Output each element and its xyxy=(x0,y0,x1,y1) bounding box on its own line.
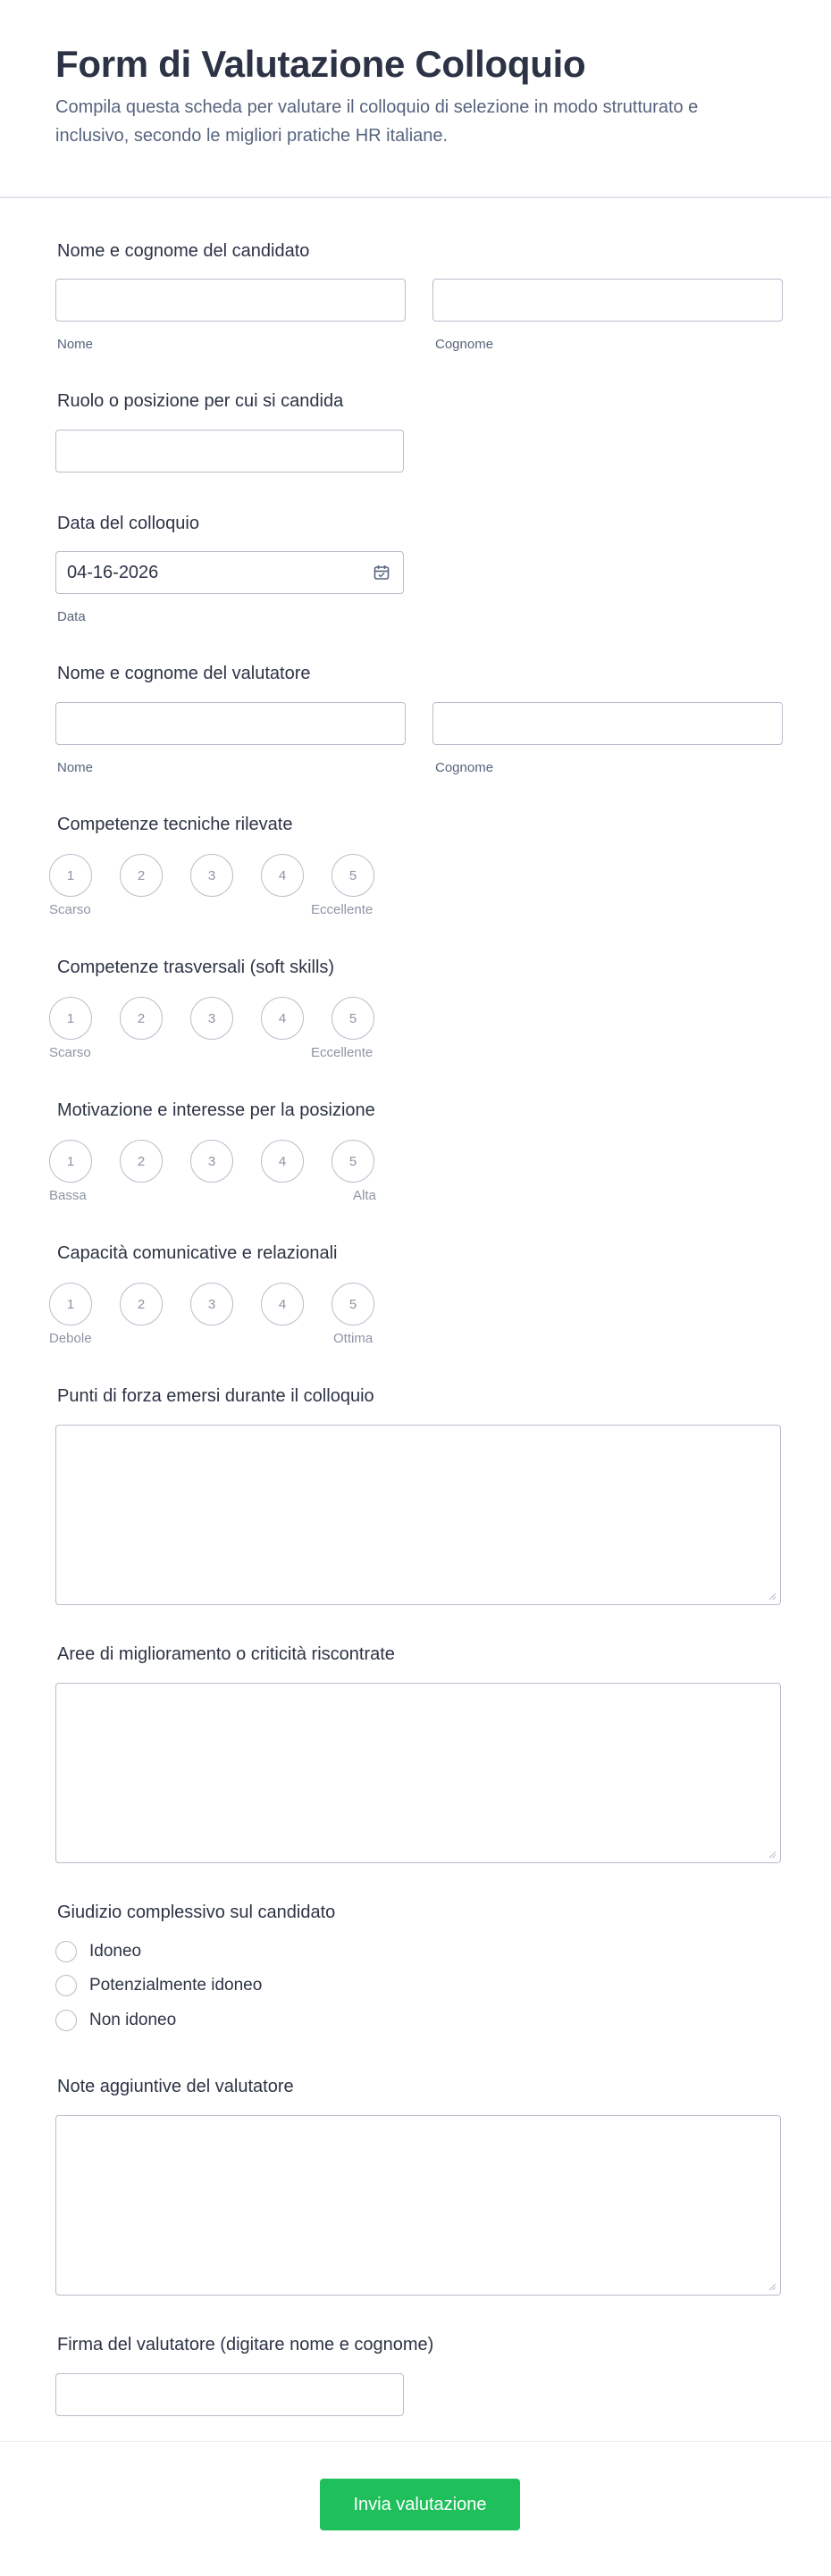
form-header xyxy=(0,0,831,198)
notes-textarea[interactable] xyxy=(55,2115,781,2296)
communication-option-2[interactable]: 2 xyxy=(120,1283,163,1326)
soft-skills-option-1[interactable]: 1 xyxy=(49,997,92,1040)
communication-option-1[interactable]: 1 xyxy=(49,1283,92,1326)
improvements-textarea[interactable] xyxy=(55,1683,781,1863)
soft-skills-option-5[interactable]: 5 xyxy=(332,997,374,1040)
motivation-option-4[interactable]: 4 xyxy=(261,1140,304,1183)
motivation-option-3[interactable]: 3 xyxy=(190,1140,233,1183)
notes-label: Note aggiuntive del valutatore xyxy=(57,2077,294,2096)
resize-grip-icon[interactable] xyxy=(768,2282,776,2291)
judgement-option-label: Idoneo xyxy=(89,1942,142,1961)
candidate-name-label: Nome e cognome del candidato xyxy=(57,241,310,261)
evaluator-last-name-input[interactable] xyxy=(432,702,783,745)
resize-grip-icon[interactable] xyxy=(768,1850,776,1859)
technical-skills-option-2[interactable]: 2 xyxy=(120,854,163,897)
motivation-option-1[interactable]: 1 xyxy=(49,1140,92,1183)
submit-button[interactable]: Invia valutazione xyxy=(320,2479,520,2530)
communication-option-5[interactable]: 5 xyxy=(332,1283,374,1326)
candidate-first-name-sublabel: Nome xyxy=(57,337,94,352)
interview-date-value: 04-16-2026 xyxy=(67,563,159,582)
signature-label: Firma del valutatore (digitare nome e cognome) xyxy=(57,2335,434,2354)
radio-button[interactable] xyxy=(55,1975,77,1996)
judgement-option-potenzialmente-idoneo[interactable] xyxy=(55,1973,262,1998)
candidate-last-name-sublabel: Cognome xyxy=(435,337,494,352)
soft-skills-option-2[interactable]: 2 xyxy=(120,997,163,1040)
communication-low-label: Debole xyxy=(49,1331,92,1346)
judgement-option-label: Potenzialmente idoneo xyxy=(89,1976,263,1995)
improvements-label: Aree di miglioramento o criticità riscontrate xyxy=(57,1644,395,1664)
communication-high-label: Ottima xyxy=(333,1331,374,1346)
soft-skills-high-label: Eccellente xyxy=(311,1045,374,1060)
radio-button[interactable] xyxy=(55,1941,77,1962)
technical-skills-low-label: Scarso xyxy=(49,902,91,917)
technical-skills-option-4[interactable]: 4 xyxy=(261,854,304,897)
technical-skills-option-5[interactable]: 5 xyxy=(332,854,374,897)
interview-date-sublabel: Data xyxy=(57,609,86,624)
signature-input[interactable] xyxy=(55,2373,404,2416)
resize-grip-icon[interactable] xyxy=(768,1592,776,1601)
judgement-option-non-idoneo[interactable] xyxy=(55,2008,176,2033)
judgement-label: Giudizio complessivo sul candidato xyxy=(57,1903,336,1922)
motivation-low-label: Bassa xyxy=(49,1188,87,1203)
evaluator-first-name-sublabel: Nome xyxy=(57,760,94,775)
candidate-last-name-input[interactable] xyxy=(432,279,783,322)
interview-date-input[interactable] xyxy=(55,551,404,594)
technical-skills-high-label: Eccellente xyxy=(311,902,374,917)
form-subtitle: Compila questa scheda per valutare il colloquio di selezione in modo strutturato e inclusivo, secondo le migliori pratiche HR italiane. xyxy=(55,97,699,146)
motivation-label: Motivazione e interesse per la posizione xyxy=(57,1100,375,1120)
communication-option-4[interactable]: 4 xyxy=(261,1283,304,1326)
candidate-first-name-input[interactable] xyxy=(55,279,406,322)
role-label: Ruolo o posizione per cui si candida xyxy=(57,391,344,411)
role-input[interactable] xyxy=(55,430,404,473)
communication-label: Capacità comunicative e relazionali xyxy=(57,1243,338,1263)
motivation-high-label: Alta xyxy=(353,1188,376,1203)
calendar-icon[interactable] xyxy=(373,564,390,581)
radio-button[interactable] xyxy=(55,2010,77,2031)
evaluator-name-label: Nome e cognome del valutatore xyxy=(57,664,311,683)
evaluator-last-name-sublabel: Cognome xyxy=(435,760,494,775)
strengths-textarea[interactable] xyxy=(55,1425,781,1605)
technical-skills-option-3[interactable]: 3 xyxy=(190,854,233,897)
technical-skills-label: Competenze tecniche rilevate xyxy=(57,815,293,834)
soft-skills-label: Competenze trasversali (soft skills) xyxy=(57,958,335,977)
motivation-option-2[interactable]: 2 xyxy=(120,1140,163,1183)
soft-skills-low-label: Scarso xyxy=(49,1045,91,1060)
strengths-label: Punti di forza emersi durante il colloquio xyxy=(57,1386,374,1406)
form-title: Form di Valutazione Colloquio xyxy=(55,43,586,85)
soft-skills-option-4[interactable]: 4 xyxy=(261,997,304,1040)
evaluator-first-name-input[interactable] xyxy=(55,702,406,745)
judgement-option-label: Non idoneo xyxy=(89,2011,177,2029)
interview-date-label: Data del colloquio xyxy=(57,514,199,533)
judgement-option-idoneo[interactable] xyxy=(55,1939,141,1964)
motivation-option-5[interactable]: 5 xyxy=(332,1140,374,1183)
technical-skills-option-1[interactable]: 1 xyxy=(49,854,92,897)
soft-skills-option-3[interactable]: 3 xyxy=(190,997,233,1040)
communication-option-3[interactable]: 3 xyxy=(190,1283,233,1326)
